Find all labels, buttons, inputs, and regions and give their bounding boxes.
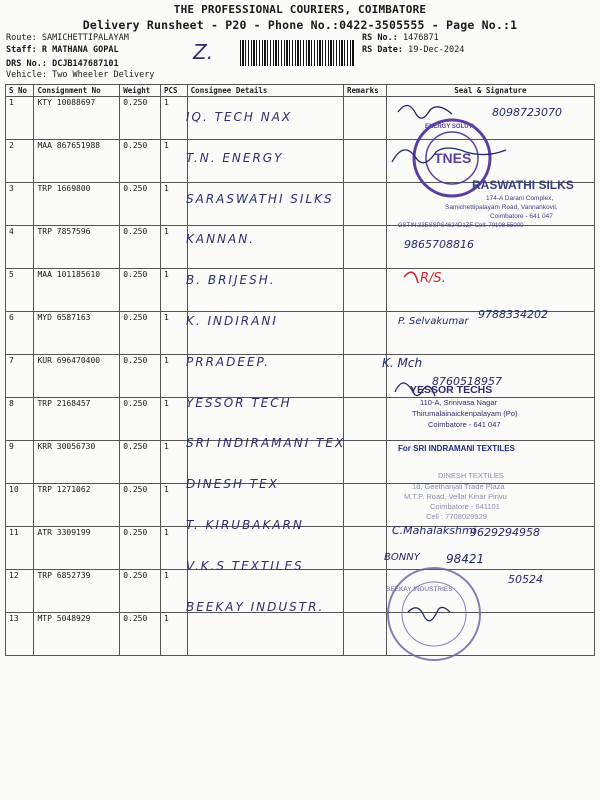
- col-consignment: Consignment No: [34, 85, 120, 97]
- handwritten-consignee: PRRADEEP.: [186, 354, 270, 369]
- kumar-signature: P. Selvakumar: [398, 316, 469, 327]
- vehicle-line: [6, 70, 154, 80]
- cell-sno: 4: [6, 226, 34, 269]
- cell-consignment-no: MAA 867651988: [34, 140, 120, 183]
- cell-sno: 3: [6, 183, 34, 226]
- cell-sno: 2: [6, 140, 34, 183]
- tnes-text: TNES: [434, 150, 472, 166]
- handwritten-initials: Z.: [193, 40, 214, 64]
- cell-weight: 0.250: [120, 527, 161, 570]
- col-consignee: Consignee Details: [187, 85, 343, 97]
- cell-sno: 11: [6, 527, 34, 570]
- handwritten-consignee: KANNAN.: [186, 232, 256, 247]
- rs-no-line: [362, 33, 439, 43]
- cell-weight: 0.250: [120, 140, 161, 183]
- cell-consignment-no: TRP 1271062: [34, 484, 120, 527]
- handwritten-signature-note: 9629294958: [470, 526, 540, 539]
- cell-consignment-no: MTP 5048929: [34, 613, 120, 656]
- cell-consignment-no: MAA 101185610: [34, 269, 120, 312]
- staff-label: Staff:: [6, 45, 37, 55]
- dinesh-stamp-l1: 18, Geethanjali Trade Plaza: [412, 482, 505, 491]
- cell-sno: 5: [6, 269, 34, 312]
- cell-pcs: 1: [160, 140, 187, 183]
- dinesh-stamp-l4: Cell : 7708029929: [426, 512, 487, 521]
- krish-signature: K. Mch: [382, 356, 423, 370]
- cell-sno: 1: [6, 97, 34, 140]
- handwritten-signature-note: 50524: [508, 572, 543, 586]
- col-sno: S No: [6, 85, 34, 97]
- cell-sno: 9: [6, 441, 34, 484]
- staff-line: [6, 45, 119, 55]
- cell-signature: [386, 97, 594, 140]
- col-pcs: PCS: [160, 85, 187, 97]
- handwritten-signature-note: 9865708816: [404, 238, 474, 252]
- handwritten-consignee: DINESH TEX: [186, 477, 279, 492]
- cell-weight: 0.250: [120, 613, 161, 656]
- col-signature: Seal & Signature: [386, 85, 594, 97]
- yessor-stamp-name: YESSOR TECHS: [410, 384, 493, 396]
- table-row: [6, 140, 595, 183]
- cell-remarks: [344, 97, 387, 140]
- rs-date-line: [362, 45, 464, 55]
- cell-signature: [386, 140, 594, 183]
- cell-remarks: [344, 355, 387, 398]
- cell-weight: 0.250: [120, 97, 161, 140]
- yessor-stamp-l1: 110-A, Srinivasa Nagar: [420, 398, 497, 407]
- cell-weight: 0.250: [120, 312, 161, 355]
- col-weight: Weight: [120, 85, 161, 97]
- tnes-ring-text: ENERGY SOLUTI: [425, 124, 474, 130]
- bonny-signature: BONNY: [384, 552, 420, 563]
- col-remarks: Remarks: [344, 85, 387, 97]
- cell-consignment-no: KRR 30056730: [34, 441, 120, 484]
- cell-sno: 10: [6, 484, 34, 527]
- beekay-ring-text: BEEKAY INDUSTRIES: [386, 586, 453, 593]
- cell-weight: 0.250: [120, 226, 161, 269]
- runsheet-subtitle: Delivery Runsheet - P20 - Phone No.:0422-3505555 - Page No.:1: [82, 18, 518, 32]
- cell-remarks: [344, 613, 387, 656]
- handwritten-signature-note: 8760518957: [432, 374, 502, 388]
- cell-consignment-no: ATR 3309199: [34, 527, 120, 570]
- cell-pcs: 1: [160, 484, 187, 527]
- cell-remarks: [344, 183, 387, 226]
- cell-pcs: 1: [160, 613, 187, 656]
- cell-remarks: [344, 226, 387, 269]
- handwritten-signature-note: R/S.: [420, 271, 446, 287]
- cell-pcs: 1: [160, 527, 187, 570]
- saraswathi-stamp-l4: GSTIN:33ESSPS4624D1ZF Cell: 70108 55000: [398, 223, 524, 229]
- mahalakshmi-signature: C.Mahalakshmi: [392, 524, 476, 537]
- saraswathi-stamp-name: RASWATHI SILKS: [472, 178, 574, 192]
- cell-weight: 0.250: [120, 484, 161, 527]
- saraswathi-stamp-l2: Samichettipalayam Road, Vannankovil,: [445, 204, 558, 211]
- drs-line: [6, 59, 119, 69]
- cell-remarks: [344, 570, 387, 613]
- cell-remarks: [344, 441, 387, 484]
- cell-remarks: [344, 398, 387, 441]
- cell-pcs: 1: [160, 226, 187, 269]
- yessor-stamp-l3: Coimbatore - 641 047: [428, 420, 501, 429]
- cell-remarks: [344, 484, 387, 527]
- handwritten-consignee: SRI INDIRAMANI TEX: [186, 436, 346, 451]
- handwritten-consignee: B. BRIJESH.: [186, 273, 276, 288]
- cell-weight: 0.250: [120, 570, 161, 613]
- cell-consignment-no: MYD 6587163: [34, 312, 120, 355]
- table-row: [6, 613, 595, 656]
- cell-sno: 6: [6, 312, 34, 355]
- rs-no-value: 1476871: [402, 33, 439, 43]
- rs-no-label: RS No.:: [362, 33, 398, 43]
- cell-sno: 7: [6, 355, 34, 398]
- cell-signature: [386, 613, 594, 656]
- cell-pcs: 1: [160, 398, 187, 441]
- dinesh-stamp-l2: M.T.P. Road, Vellai Kinar Pirivu: [404, 492, 507, 501]
- handwritten-consignee: T.N. ENERGY: [186, 150, 284, 165]
- table-row: [6, 226, 595, 269]
- cell-pcs: 1: [160, 183, 187, 226]
- cell-pcs: 1: [160, 441, 187, 484]
- table-row: [6, 398, 595, 441]
- rs-date-value: 19-Dec-2024: [408, 45, 465, 55]
- cell-weight: 0.250: [120, 269, 161, 312]
- cell-remarks: [344, 269, 387, 312]
- handwritten-consignee: YESSOR TECH: [186, 395, 292, 410]
- cell-consignment-no: KTY 10088697: [34, 97, 120, 140]
- cell-sno: 12: [6, 570, 34, 613]
- route-value: SAMICHETTIPALAYAM: [41, 33, 129, 43]
- barcode: [240, 40, 354, 66]
- cell-remarks: [344, 312, 387, 355]
- handwritten-consignee: V.K.S TEXTILES: [186, 558, 304, 573]
- handwritten-consignee: SARASWATHI SILKS: [186, 191, 334, 206]
- cell-signature: [386, 269, 594, 312]
- cell-consignment-no: TRP 2168457: [34, 398, 120, 441]
- cell-sno: 13: [6, 613, 34, 656]
- cell-pcs: 1: [160, 97, 187, 140]
- handwritten-signature-note: 8098723070: [492, 106, 562, 119]
- staff-value: R MATHANA GOPAL: [41, 45, 119, 55]
- drs-label: DRS No.:: [6, 59, 47, 69]
- drs-value: DCJB147687101: [52, 59, 119, 69]
- cell-remarks: [344, 527, 387, 570]
- cell-weight: 0.250: [120, 355, 161, 398]
- handwritten-consignee: IQ. TECH NAX: [186, 110, 293, 124]
- route-label: Route:: [6, 33, 37, 43]
- rs-date-label: RS Date:: [362, 45, 403, 55]
- table-row: [6, 355, 595, 398]
- handwritten-consignee: T. KIRUBAKARN: [186, 518, 304, 532]
- bonny-number: 98421: [446, 552, 485, 566]
- dinesh-stamp-l3: Coimbatore - 641101: [430, 502, 500, 511]
- cell-consignment-no: TRP 1669800: [34, 183, 120, 226]
- handwritten-signature-note: 9788334202: [478, 308, 548, 321]
- cell-consignment-no: KUR 696470400: [34, 355, 120, 398]
- vehicle-label: Vehicle:: [6, 70, 47, 80]
- saraswathi-stamp-l3: Coimbatore - 641 047: [490, 213, 553, 220]
- cell-weight: 0.250: [120, 183, 161, 226]
- dinesh-stamp-name: DINESH TEXTILES: [438, 471, 504, 480]
- cell-pcs: 1: [160, 269, 187, 312]
- handwritten-consignee: BEEKAY INDUSTR.: [186, 599, 325, 614]
- yessor-stamp-l2: Thirumalainaickenpalayam (Po): [412, 409, 518, 418]
- cell-pcs: 1: [160, 570, 187, 613]
- cell-weight: 0.250: [120, 441, 161, 484]
- cell-sno: 8: [6, 398, 34, 441]
- cell-consignee: [187, 613, 343, 656]
- cell-consignment-no: TRP 6852739: [34, 570, 120, 613]
- handwritten-consignee: K. INDIRANI: [186, 314, 278, 328]
- saraswathi-stamp-l1: 174-A Darani Complex,: [486, 195, 554, 202]
- cell-remarks: [344, 140, 387, 183]
- company-title: THE PROFESSIONAL COURIERS, COIMBATORE: [173, 3, 427, 16]
- route-line: [6, 33, 129, 43]
- vehicle-value: Two Wheeler Delivery: [52, 70, 155, 80]
- table-row: [6, 269, 595, 312]
- cell-weight: 0.250: [120, 398, 161, 441]
- cell-pcs: 1: [160, 355, 187, 398]
- indiramani-stamp: For SRI INDRAMANI TEXTILES: [398, 444, 515, 453]
- cell-consignment-no: TRP 7857596: [34, 226, 120, 269]
- cell-pcs: 1: [160, 312, 187, 355]
- table-header-row: [6, 85, 595, 97]
